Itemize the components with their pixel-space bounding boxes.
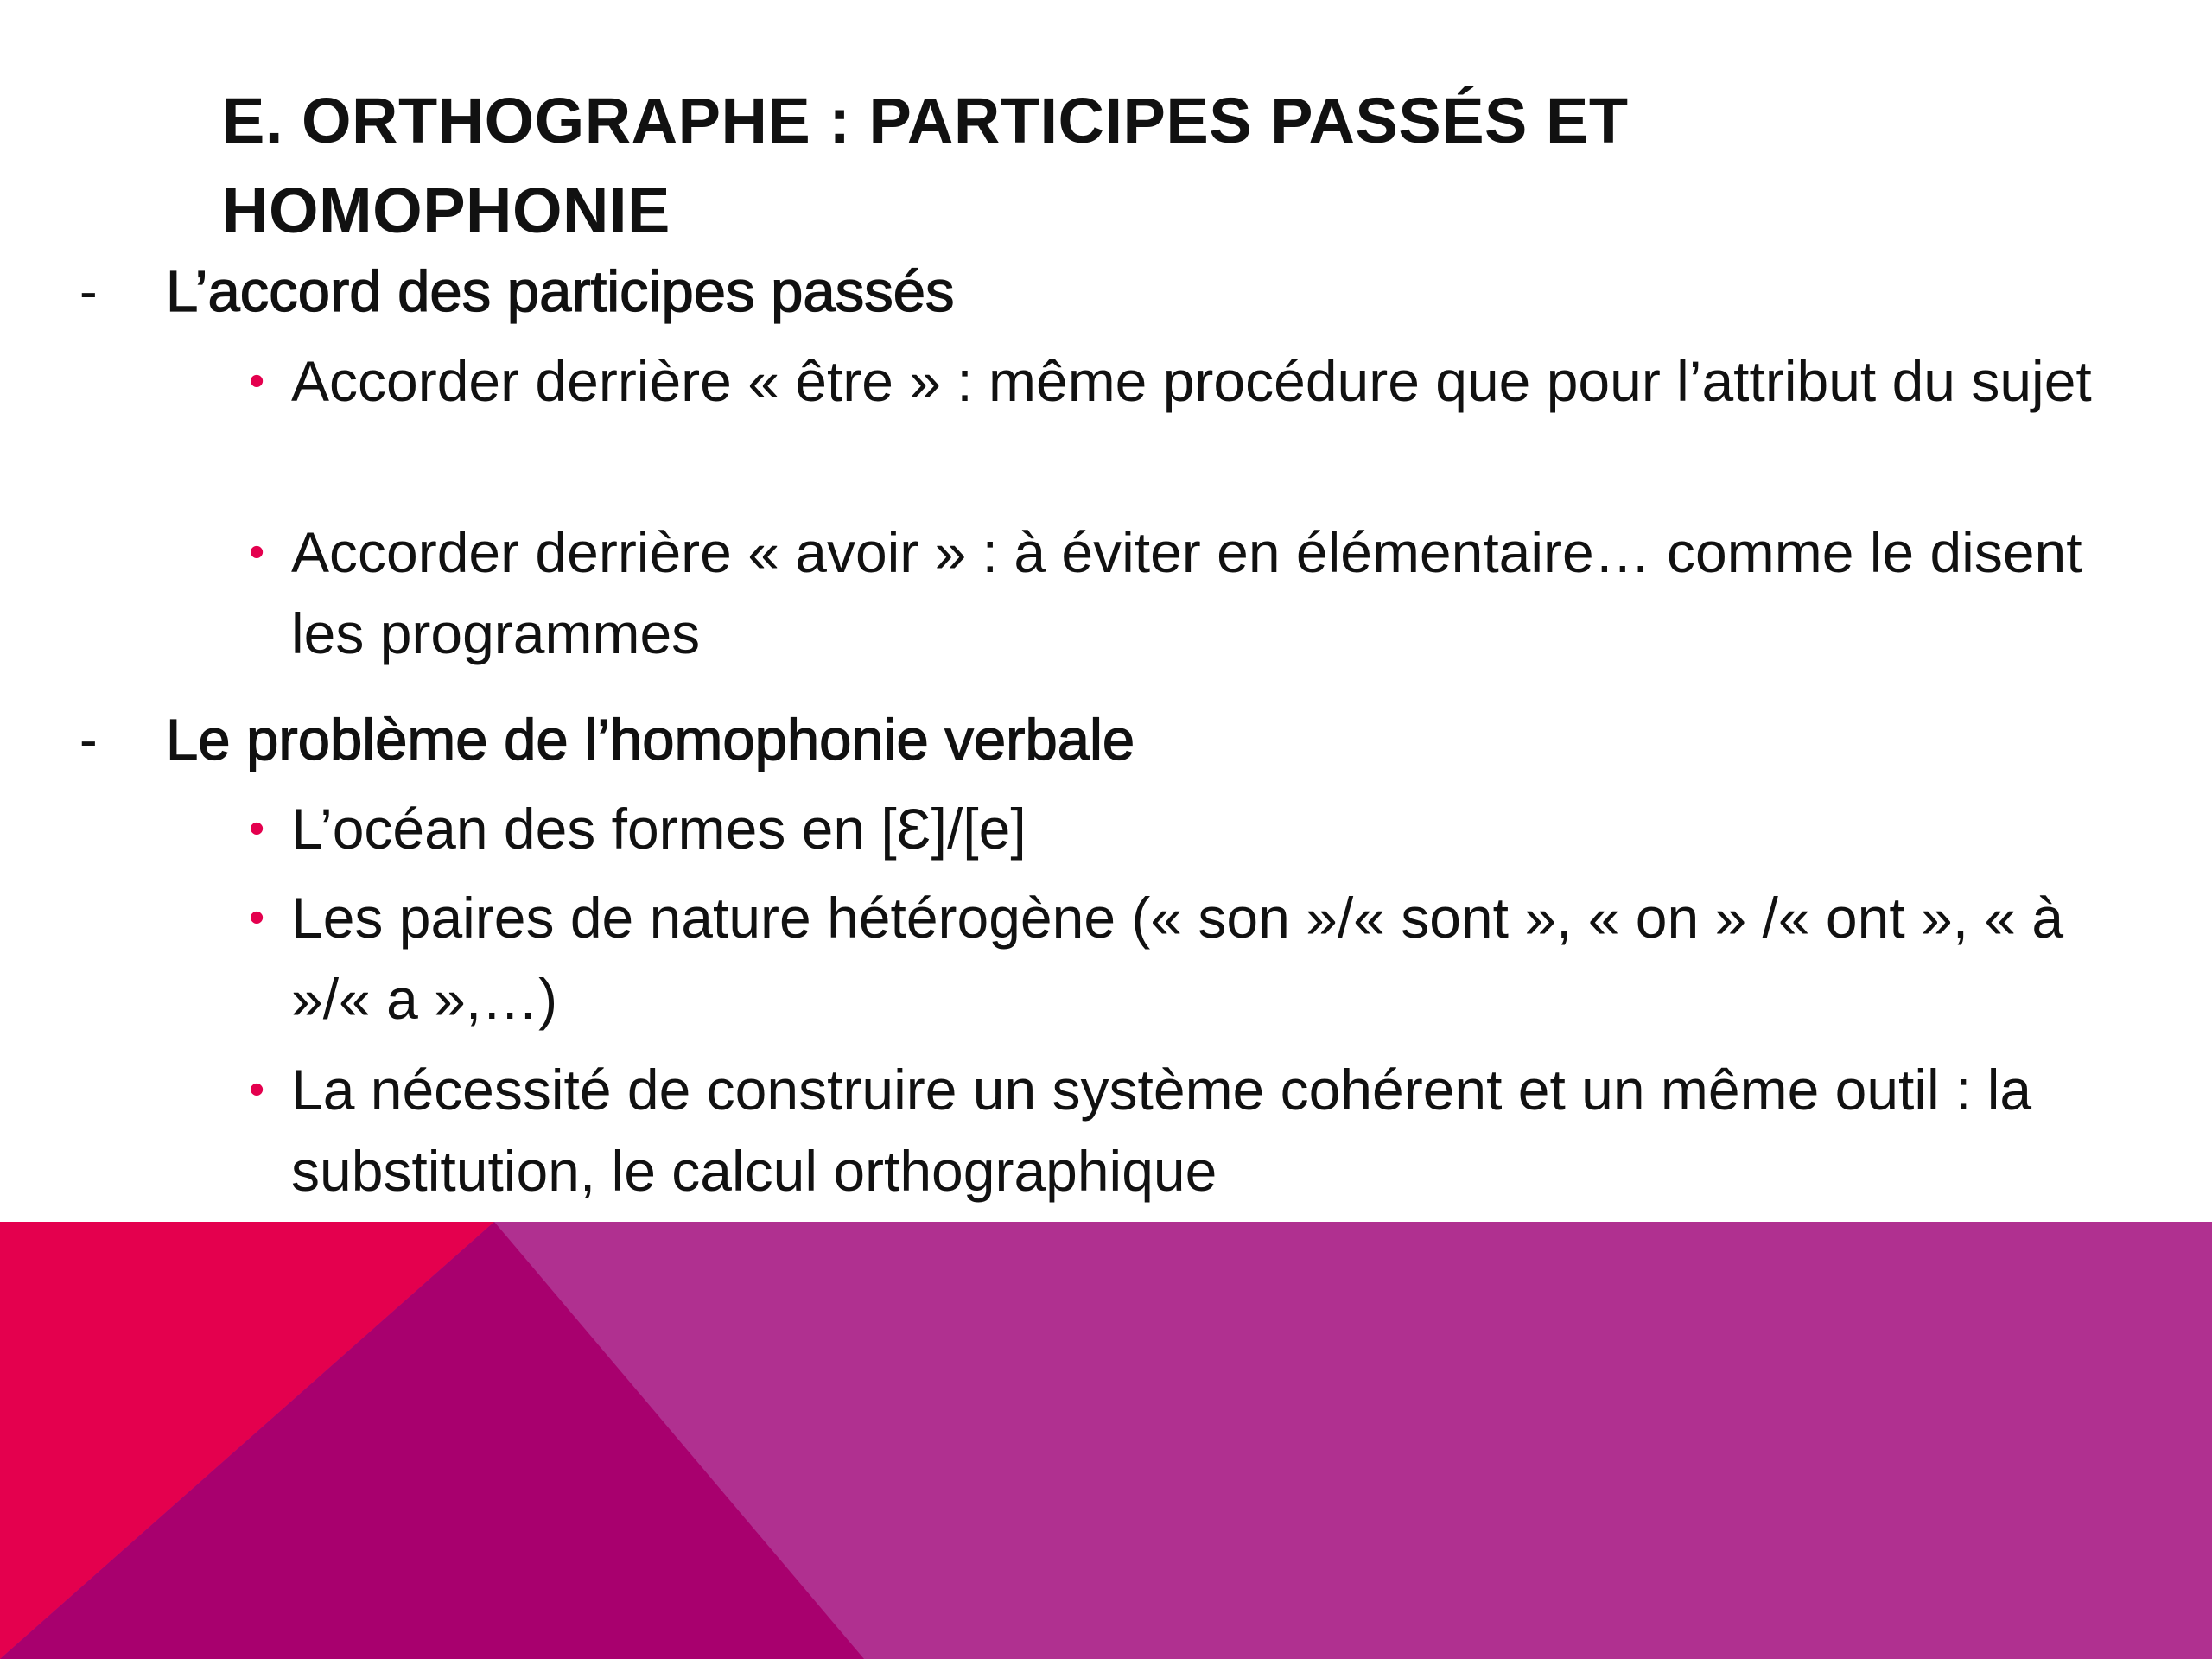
footer-shapes	[0, 1222, 2212, 1659]
bullet-icon: •	[249, 1065, 265, 1115]
section-label: L’accord des participes passés	[166, 259, 955, 324]
dash-marker: -	[79, 710, 98, 770]
dash-marker: -	[79, 262, 98, 321]
bullet-text: Les paires de nature hétérogène (« son »/« sont », « on » /« ont », « à »/« a »,…)	[291, 886, 2064, 1031]
bullet-icon: •	[249, 356, 265, 406]
section-label: Le problème de l’homophonie verbale	[166, 708, 1135, 772]
decorative-footer-band	[0, 1222, 2212, 1659]
slide-title: E. ORTHOGRAPHE : PARTICIPES PASSÉS ET HOMOPHONIE	[222, 85, 1629, 246]
bullet-icon: •	[249, 893, 265, 943]
bullet-text: Accorder derrière « avoir » : à éviter en élémentaire… comme le disent les programmes	[291, 520, 2082, 665]
bullet-text: Accorder derrière « être » : même procédure que pour l’attribut du sujet	[291, 349, 2092, 413]
bullet-text: L’océan des formes en [Ɛ]/[e]	[291, 797, 1027, 861]
bullet-icon: •	[249, 804, 265, 854]
section-heading	[0, 251, 2212, 334]
section-heading	[0, 699, 2212, 782]
bullet-icon: •	[249, 527, 265, 577]
bullet-text: La nécessité de construire un système cohérent et un même outil : la substitution, le calcul orthographique	[291, 1058, 2032, 1203]
